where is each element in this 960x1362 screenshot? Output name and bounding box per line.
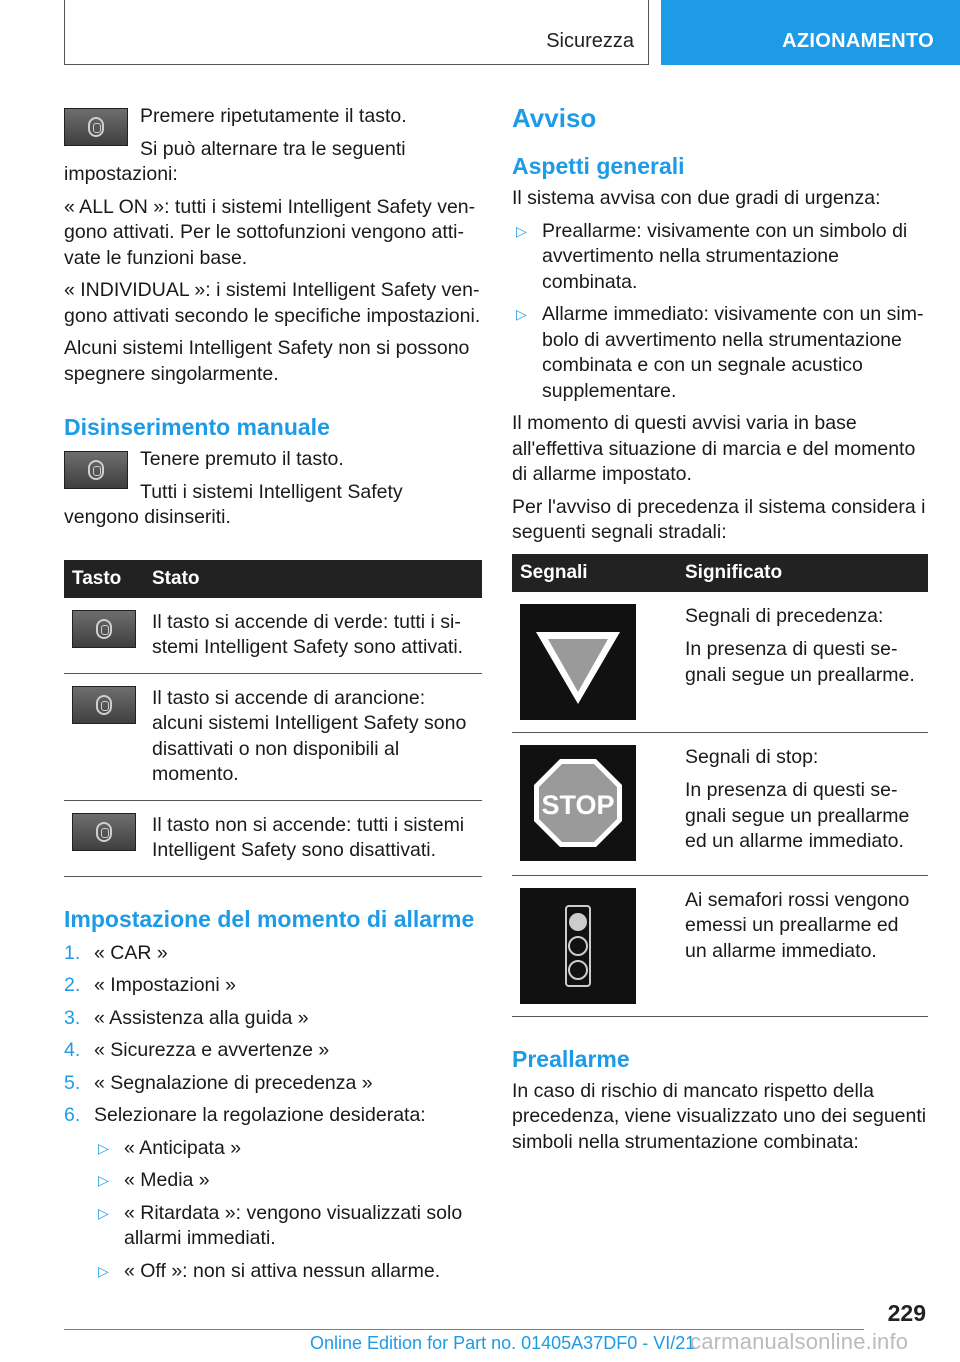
table-row (512, 592, 928, 733)
list-item: ▷ « Media » (94, 1168, 482, 1194)
traffic-light-icon (520, 888, 636, 1004)
triangle-bullet-icon: ▷ (98, 1172, 109, 1188)
meaning-text: In presenza di questi segnali segue un preallarme. (685, 638, 915, 686)
section-label: Sicurezza (546, 30, 634, 52)
triangle-bullet-icon: ▷ (516, 306, 527, 322)
safety-button-icon (64, 108, 128, 146)
list-item: 4. « Sicurezza e avvertenze » (64, 1039, 330, 1061)
table-row (512, 732, 928, 875)
orange-button-icon (72, 686, 136, 724)
table-row (64, 598, 482, 674)
signals-paragraph: Per l'avviso di precedenza il sistema considera i seguenti segnali stradali: (512, 495, 926, 543)
list-item: ▷ Allarme immediato: visivamente con un simbolo di avvertimento nella strumentazione combinata e con un segnale acustico supplementare. (516, 303, 924, 402)
moment-paragraph: Il momento di questi avvisi varia in base all'effettiva situazione di marcia e del momento di allarme impostato. (512, 412, 916, 485)
page-header (0, 0, 960, 66)
col-header-key: Tasto (64, 560, 144, 598)
heading-avviso: Avviso (512, 103, 597, 133)
button-status-table (64, 560, 482, 877)
col-header-signs: Segnali (512, 554, 677, 592)
table-row (512, 875, 928, 1016)
list-item: 1. « CAR » (64, 941, 168, 964)
heading-warning-timing: Impostazione del momento di allarme (64, 905, 475, 932)
edition-text: Online Edition for Part no. 01405A37DF0 - VI/21 (310, 1333, 696, 1353)
triangle-bullet-icon: ▷ (98, 1139, 109, 1156)
status-cell: Il tasto non si accende: tutti i sistemi Intelligent Safety sono disattivati. (144, 800, 482, 876)
col-header-status: Stato (144, 560, 482, 598)
status-cell: Il tasto si accende di verde: tutti i sistemi Intelligent Safety sono attivati. (144, 598, 482, 674)
prealarm-paragraph: In caso di rischio di mancato rispetto della precedenza, viene visualizzato uno dei seguenti simboli nella strumentazione combinata: (512, 1079, 927, 1153)
list-item: ▷ Preallarme: visivamente con un simbolo di avvertimento nella strumentazione combinata. (516, 219, 908, 293)
intro-press: Premere ripetutamente il tasto. (140, 105, 407, 127)
all-on-paragraph: « ALL ON »: tutti i sistemi Intelligent Safety vengono attivati. Per le sottofunzioni vengono attivate le funzioni base. (64, 195, 476, 269)
individual-paragraph: « INDIVIDUAL »: i sistemi Intelligent Safety vengono attivati secondo le specifiche impostazioni. (64, 279, 481, 327)
right-column (512, 98, 928, 1162)
green-button-icon (72, 610, 136, 648)
steps-list (64, 941, 482, 1129)
heading-prealarm: Preallarme (512, 1045, 630, 1072)
safety-button-icon (64, 451, 128, 489)
manual-hold: Tenere premuto il tasto. (140, 448, 344, 470)
intro-alternate: Si può alternare tra le seguenti impostazioni: (64, 137, 406, 185)
chapter-tab[interactable] (661, 0, 960, 65)
status-cell: Il tasto si accende di arancione: alcuni sistemi Intelligent Safety sono disattivati o non disponibili al momento. (144, 673, 482, 800)
some-systems-paragraph: Alcuni sistemi Intelligent Safety non si possono spegnere singolarmente. (64, 337, 470, 385)
left-column (64, 98, 482, 1291)
triangle-bullet-icon: ▷ (98, 1262, 109, 1279)
page-number: 229 (887, 1300, 926, 1326)
meaning-title: Segnali di precedenza: (685, 604, 884, 627)
options-list (94, 1136, 482, 1285)
list-item: 5. « Segnalazione di precedenza » (64, 1071, 373, 1094)
off-button-icon (72, 813, 136, 851)
heading-general: Aspetti generali (512, 153, 685, 179)
col-header-meaning: Significato (677, 554, 928, 592)
list-item: 6. Selezionare la regolazione desiderata: (64, 1104, 426, 1126)
watermark-text: carmanualsonline.info (690, 1329, 909, 1354)
meaning-title: Segnali di stop: (685, 745, 819, 768)
table-row (64, 800, 482, 876)
road-signs-table (512, 554, 928, 1017)
list-item: 3. « Assistenza alla guida » (64, 1006, 309, 1029)
yield-sign-icon (520, 604, 636, 720)
manual-result: Tutti i sistemi Intelligent Safety vengono disinseriti. (64, 480, 403, 528)
stop-sign-label: STOP (541, 789, 615, 820)
list-item: 2. « Impostazioni » (64, 974, 236, 996)
meaning-text: In presenza di questi segnali segue un preallarme ed un allarme immediato. (685, 779, 910, 852)
heading-manual-off: Disinserimento manuale (64, 414, 330, 440)
chapter-label: AZIONAMENTO (782, 30, 934, 52)
list-item: ▷ « Ritardata »: vengono visualizzati solo allarmi immediati. (98, 1201, 463, 1249)
list-item: ▷ « Anticipata » (94, 1136, 482, 1162)
urgency-list (512, 219, 928, 405)
triangle-bullet-icon: ▷ (516, 222, 527, 239)
two-levels-paragraph: Il sistema avvisa con due gradi di urgenza: (512, 187, 881, 209)
table-row (64, 673, 482, 800)
section-tab[interactable] (64, 0, 649, 65)
stop-sign-icon (520, 745, 636, 861)
list-item: ▷ « Off »: non si attiva nessun allarme. (94, 1259, 482, 1285)
triangle-bullet-icon: ▷ (98, 1204, 109, 1221)
meaning-text: Ai semafori rossi vengono emessi un preallarme ed un allarme immediato. (685, 888, 910, 962)
